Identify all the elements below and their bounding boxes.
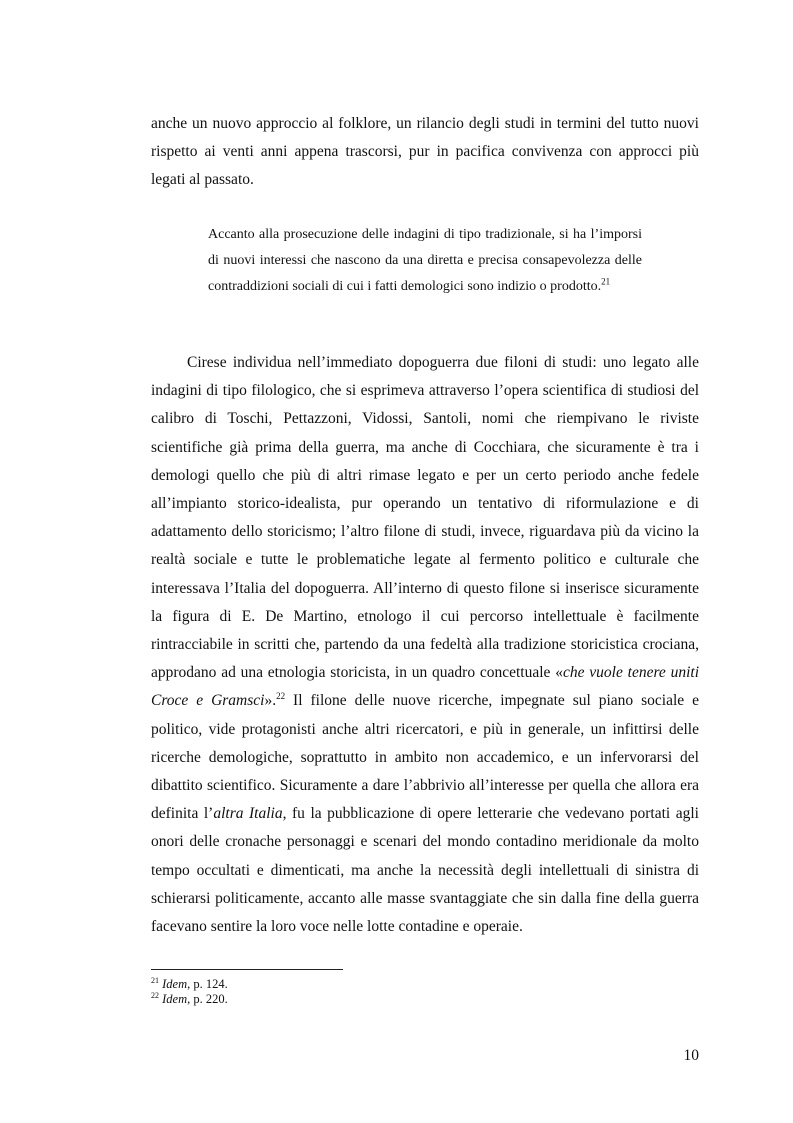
footnote-21 xyxy=(151,977,228,992)
footnote-number: 21 xyxy=(151,975,159,985)
paragraph-main-part3: , fu la pubblicazione di opere letterarie che vedevano portati agli onori delle cronache personaggi e scenari del mondo contadino meridionale da molto tempo occultati e dimenticati, ma anche la necessità degli intellettuali di sinistra di schierarsi politicamente, accanto alle masse svantaggiate che sin dalla fine della guerra facevano sentire la loro voce nelle lotte contadine e operaie. xyxy=(151,805,699,936)
quote-open: « xyxy=(555,664,563,682)
block-quote xyxy=(208,222,642,300)
footnote-italic: Idem xyxy=(162,992,188,1006)
footnote-ref-22: 22 xyxy=(276,691,286,702)
footnotes xyxy=(151,977,228,1007)
paragraph-main-part1: Cirese individua nell’immediato dopoguerra due filoni di studi: uno legato alle indagini di tipo filologico, che si esprimeva attraverso l’opera scientifica di studiosi del calibro di Toschi, Pettazzoni, Vidossi, Santoli, nomi che riempivano le riviste scientifiche già prima della guerra, ma anche di Cocchiara, che sicuramente è tra i demologi quello che più di altri rimase legato e per un certo periodo anche fedele all’impianto storico-idealista, pur operando un tentativo di riformulazione e di adattamento dello storicismo; l’altro filone di studi, invece, riguardava più da vicino la realtà sociale e tutte le problematiche legate al fermento politico e culturale che interessava l’Italia del dopoguerra. All’interno di questo filone si inserisce sicuramente la figura di E. De Martino, etnologo il cui percorso intellettuale è facilmente rintracciabile in scritti che, partendo da una fedeltà alla tradizione storicistica crociana, approdano ad una etnologia storicista, in un quadro concettuale xyxy=(151,354,699,682)
footnote-22 xyxy=(151,992,228,1007)
footnote-text: , p. 124. xyxy=(187,977,228,991)
paragraph-intro: anche un nuovo approccio al folklore, un rilancio degli studi in termini del tutto nuovi rispetto ai venti anni appena trascorsi, pur in pacifica convivenza con approcci più legati al passato. xyxy=(151,115,699,189)
quote-close: ». xyxy=(264,692,277,710)
block-quote-text: Accanto alla prosecuzione delle indagini di tipo tradizionale, si ha l’imporsi di nuovi interessi che nascono da una diretta e precisa consapevolezza delle contraddizioni sociali di cui i fatti demologici sono indizio o prodotto. xyxy=(208,227,642,294)
footnote-text: , p. 220. xyxy=(187,992,228,1006)
page-number: 10 xyxy=(683,1047,699,1064)
footnote-divider xyxy=(151,969,343,970)
italic-term: altra Italia xyxy=(213,805,283,823)
footnote-italic: Idem xyxy=(162,977,188,991)
footnote-ref-21: 21 xyxy=(601,276,611,287)
paragraph-main-part2: Il filone delle nuove ricerche, impegnate sul piano sociale e politico, vide protagonisti anche altri ricercatori, e più in generale, un infittirsi delle ricerche demologiche, soprattutto in ambito non accademico, e un infervorarsi del dibattito scientifico. Sicuramente a dare l’abbrivio all’interesse per quella che allora era definita l’ xyxy=(151,692,699,823)
italic-quotation: che vuole tenere uniti Croce e Gramsci xyxy=(151,664,700,710)
paragraph-main xyxy=(151,349,699,941)
footnote-number: 22 xyxy=(151,990,159,1000)
